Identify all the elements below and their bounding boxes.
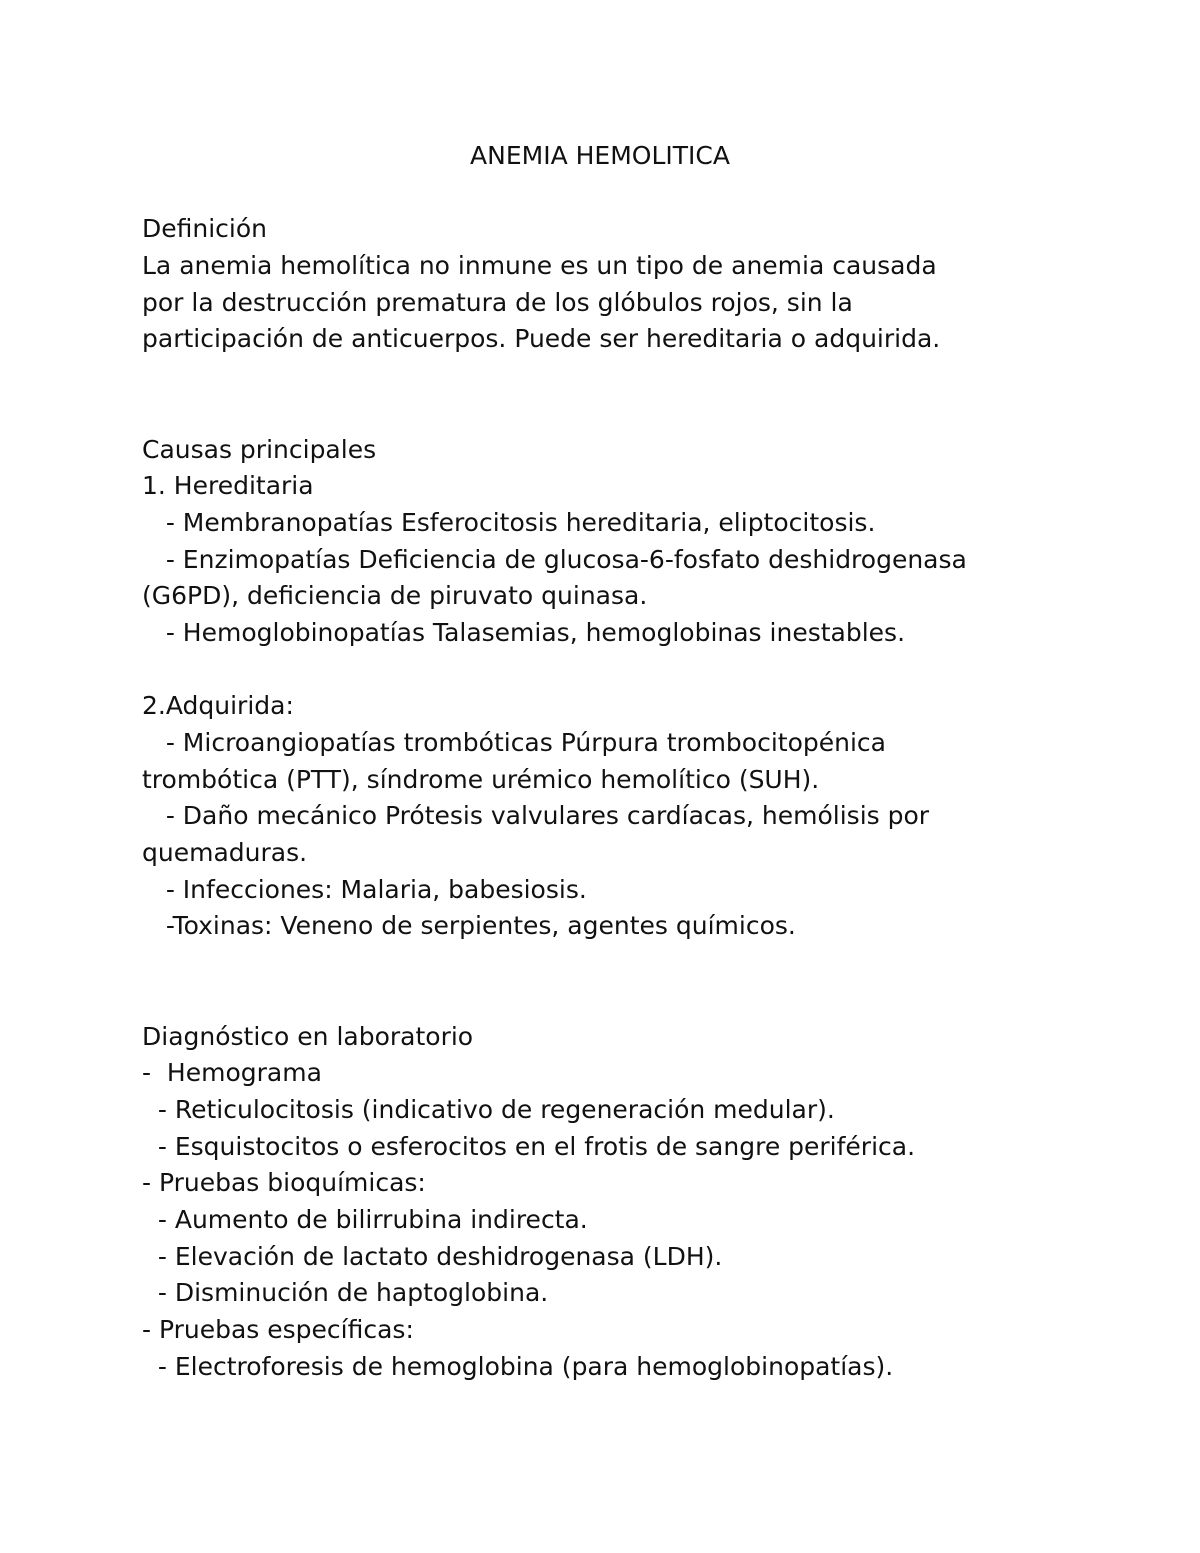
diagnosis-line: - Disminución de haptoglobina. (142, 1278, 549, 1308)
spacer (142, 982, 1082, 1019)
diagnosis-line: - Hemograma (142, 1058, 322, 1088)
spacer (142, 358, 1082, 395)
hereditary-line: - Hemoglobinopatías Talasemias, hemoglobinas inestables. (142, 617, 906, 647)
definition-heading: Definición (142, 214, 267, 244)
acquired-line: trombótica (PTT), síndrome urémico hemolítico (SUH). (142, 764, 820, 794)
causes-heading: Causas principales (142, 434, 377, 464)
diagnosis-line: - Elevación de lactato deshidrogenasa (LDH). (142, 1241, 723, 1271)
diagnosis-line: - Pruebas específicas: (142, 1315, 414, 1344)
diagnosis-line: - Aumento de bilirrubina indirecta. (142, 1204, 588, 1234)
acquired-line: -Toxinas: Veneno de serpientes, agentes químicos. (142, 911, 796, 941)
hereditary-line: (G6PD), deficiencia de piruvato quinasa. (142, 581, 648, 611)
definition-line: por la destrucción prematura de los glóbulos rojos, sin la (142, 287, 853, 317)
acquired-label: 2.Adquirida: (142, 691, 294, 721)
document-body (142, 138, 1082, 1385)
diagnosis-line: - Pruebas bioquímicas: (142, 1168, 426, 1198)
spacer (142, 395, 1082, 432)
diagnosis-heading: Diagnóstico en laboratorio (142, 1021, 474, 1051)
acquired-line: - Infecciones: Malaria, babesiosis. (142, 874, 587, 904)
diagnosis-line: - Esquistocitos o esferocitos en el frotis de sangre periférica. (142, 1131, 916, 1161)
definition-line: La anemia hemolítica no inmune es un tipo de anemia causada (142, 251, 937, 281)
diagnosis-line: - Reticulocitosis (indicativo de regeneración medular). (142, 1094, 835, 1124)
spacer (142, 945, 1082, 982)
acquired-line: - Microangiopatías trombóticas Púrpura trombocitopénica (142, 728, 886, 757)
spacer (142, 652, 1082, 689)
definition-line: participación de anticuerpos. Puede ser hereditaria o adquirida. (142, 324, 941, 354)
hereditary-line: - Enzimopatías Deficiencia de glucosa-6-fosfato deshidrogenasa (142, 544, 967, 574)
hereditary-line: - Membranopatías Esferocitosis hereditaria, eliptocitosis. (142, 507, 876, 537)
hereditary-label: 1. Hereditaria (142, 471, 314, 501)
diagnosis-line: - Electroforesis de hemoglobina (para hemoglobinopatías). (142, 1351, 894, 1381)
acquired-line: quemaduras. (142, 838, 308, 868)
acquired-line: - Daño mecánico Prótesis valvulares cardíacas, hemólisis por (142, 801, 930, 831)
document-title: ANEMIA HEMOLITICA (470, 141, 730, 170)
spacer (142, 175, 1082, 212)
